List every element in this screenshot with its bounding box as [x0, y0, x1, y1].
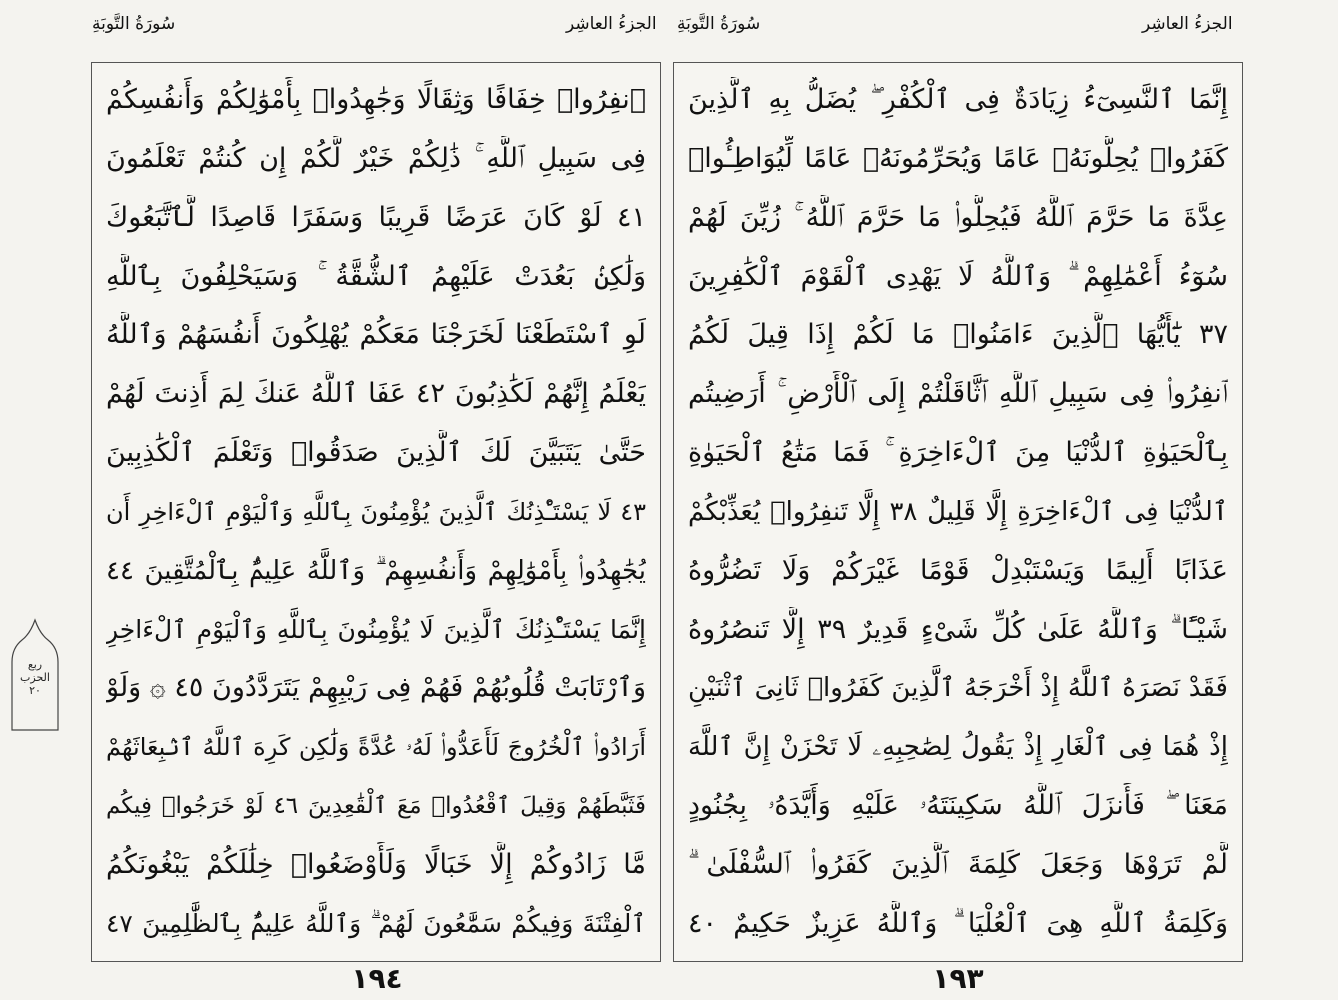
text-line: فِى سَبِيلِ ٱللَّهِ ۚ ذَٰلِكُمْ خَيْرٌ لَّكُمْ إِن كُنتُمْ تَعْلَمُونَ [106, 142, 646, 174]
left-page-text [106, 77, 646, 947]
text-line: بِٱلْحَيَوٰةِ ٱلدُّنْيَا مِنَ ٱلْءَاخِرَةِ ۚ فَمَا مَتَٰعُ ٱلْحَيَوٰةِ [688, 437, 1228, 469]
text-line: يَعْلَمُ إِنَّهُمْ لَكَٰذِبُونَ ٤٢ عَفَا ٱللَّهُ عَنكَ لِمَ أَذِنتَ لَهُمْ [106, 378, 646, 410]
hizb-label [10, 658, 60, 697]
text-line: ٱلْفِتْنَةَ وَفِيكُمْ سَمَّٰعُونَ لَهُمْ ۗ وَٱللَّهُ عَلِيمٌۢ بِٱلظَّٰلِمِينَ ٤٧ [106, 908, 646, 938]
text-line: إِذْ هُمَا فِى ٱلْغَارِ إِذْ يَقُولُ لِصَٰحِبِهِۦ لَا تَحْزَنْ إِنَّ ٱللَّهَ [688, 732, 1228, 763]
text-line: أَرَادُوا۟ ٱلْخُرُوجَ لَأَعَدُّوا۟ لَهُۥ عُدَّةً وَلَٰكِن كَرِهَ ٱللَّهُ ٱنۢبِعَاثَهُمْ [106, 733, 646, 762]
text-line: وَكَلِمَةُ ٱللَّهِ هِىَ ٱلْعُلْيَا ۗ وَٱللَّهُ عَزِيزٌ حَكِيمٌ ٤٠ [688, 907, 1228, 939]
text-line: عِدَّةَ مَا حَرَّمَ ٱللَّهُ فَيُحِلُّوا۟ مَا حَرَّمَ ٱللَّهُ ۚ زُيِّنَ لَهُمْ [688, 201, 1228, 233]
text-line: فَقَدْ نَصَرَهُ ٱللَّهُ إِذْ أَخْرَجَهُ ٱلَّذِينَ كَفَرُوا۟ ثَانِىَ ٱثْنَيْنِ [688, 673, 1228, 704]
text-line: ٤١ لَوْ كَانَ عَرَضًا قَرِيبًا وَسَفَرًا قَاصِدًا لَّٱتَّبَعُوكَ [106, 201, 646, 233]
hizb-label-hizb: الحزب [20, 671, 50, 684]
text-line: إِنَّمَا ٱلنَّسِىٓءُ زِيَادَةٌ فِى ٱلْكُفْرِ ۖ يُضَلُّ بِهِ ٱلَّذِينَ [688, 84, 1228, 115]
text-line: لَّمْ تَرَوْهَا وَجَعَلَ كَلِمَةَ ٱلَّذِينَ كَفَرُوا۟ ٱلسُّفْلَىٰ ۗ [688, 848, 1228, 880]
text-line: شَيْـًٔا ۗ وَٱللَّهُ عَلَىٰ كُلِّ شَىْءٍ قَدِيرٌ ٣٩ إِلَّا تَنصُرُوهُ [688, 613, 1228, 645]
right-page-text [688, 77, 1228, 947]
hizb-quarter-marker [10, 618, 60, 732]
text-line: عَذَابًا أَلِيمًا وَيَسْتَبْدِلْ قَوْمًا غَيْرَكُمْ وَلَا تَضُرُّوهُ [688, 554, 1228, 586]
text-line: وَٱرْتَابَتْ قُلُوبُهُمْ فَهُمْ فِى رَيْبِهِمْ يَتَرَدَّدُونَ ٤٥ ۞ وَلَوْ [106, 672, 646, 704]
text-line: يُجَٰهِدُوا۟ بِأَمْوَٰلِهِمْ وَأَنفُسِهِمْ ۗ وَٱللَّهُ عَلِيمٌۢ بِٱلْمُتَّقِينَ ٤٤ [106, 555, 646, 586]
text-line: مَعَنَا ۖ فَأَنزَلَ ٱللَّهُ سَكِينَتَهُۥ عَلَيْهِ وَأَيَّدَهُۥ بِجُنُودٍ [688, 790, 1228, 822]
text-line: فَثَبَّطَهُمْ وَقِيلَ ٱقْعُدُوا۟ مَعَ ٱلْقَٰعِدِينَ ٤٦ لَوْ خَرَجُوا۟ فِيكُم [106, 793, 646, 820]
text-line: حَتَّىٰ يَتَبَيَّنَ لَكَ ٱلَّذِينَ صَدَقُوا۟ وَتَعْلَمَ ٱلْكَٰذِبِينَ [106, 437, 646, 469]
right-page-frame [673, 62, 1243, 962]
text-line: ٱنفِرُوا۟ خِفَافًا وَثِقَالًا وَجَٰهِدُوا۟ بِأَمْوَٰلِكُمْ وَأَنفُسِكُمْ [106, 84, 646, 115]
left-page-frame [91, 62, 661, 962]
text-line: سُوٓءُ أَعْمَٰلِهِمْ ۗ وَٱللَّهُ لَا يَهْدِى ٱلْقَوْمَ ٱلْكَٰفِرِينَ [688, 260, 1228, 292]
left-page-juz-header: الجزءُ العاشِر [566, 14, 657, 34]
text-line: ٤٣ لَا يَسْتَـْٔذِنُكَ ٱلَّذِينَ يُؤْمِنُونَ بِٱللَّهِ وَٱلْيَوْمِ ٱلْءَاخِرِ أَن [106, 497, 646, 526]
hizb-label-quarter: ربع [27, 658, 43, 671]
text-line: إِنَّمَا يَسْتَـْٔذِنُكَ ٱلَّذِينَ لَا يُؤْمِنُونَ بِٱللَّهِ وَٱلْيَوْمِ ٱلْءَاخِرِ [106, 614, 646, 644]
right-page-number: ١٩٣ [932, 962, 984, 995]
right-page-juz-header: الجزءُ العاشِر [1142, 14, 1233, 34]
text-line: ٣٧ يَٰٓأَيُّهَا ٱلَّذِينَ ءَامَنُوا۟ مَا لَكُمْ إِذَا قِيلَ لَكُمُ [688, 319, 1228, 351]
text-line: ٱلدُّنْيَا فِى ٱلْءَاخِرَةِ إِلَّا قَلِيلٌ ٣٨ إِلَّا تَنفِرُوا۟ يُعَذِّبْكُمْ [688, 496, 1228, 527]
text-line: لَوِ ٱسْتَطَعْنَا لَخَرَجْنَا مَعَكُمْ يُهْلِكُونَ أَنفُسَهُمْ وَٱللَّهُ [106, 319, 646, 351]
left-page-number: ١٩٤ [351, 962, 403, 995]
right-page-surah-header: سُورَةُ التَّوبَةِ [677, 14, 761, 34]
text-line: كَفَرُوا۟ يُحِلُّونَهُۥ عَامًا وَيُحَرِّمُونَهُۥ عَامًا لِّيُوَاطِـُٔوا۟ [688, 142, 1228, 174]
hizb-label-number: ٢٠ [29, 684, 41, 697]
text-line: ٱنفِرُوا۟ فِى سَبِيلِ ٱللَّهِ ٱثَّاقَلْتُمْ إِلَى ٱلْأَرْضِ ۚ أَرَضِيتُم [688, 378, 1228, 410]
text-line: وَلَٰكِنۢ بَعُدَتْ عَلَيْهِمُ ٱلشُّقَّةُ ۚ وَسَيَحْلِفُونَ بِٱللَّهِ [106, 260, 646, 292]
text-line: مَّا زَادُوكُمْ إِلَّا خَبَالًا وَلَأَوْضَعُوا۟ خِلَٰلَكُمْ يَبْغُونَكُمُ [106, 848, 646, 880]
left-page-surah-header: سُورَةُ التَّوبَةِ [92, 14, 176, 34]
